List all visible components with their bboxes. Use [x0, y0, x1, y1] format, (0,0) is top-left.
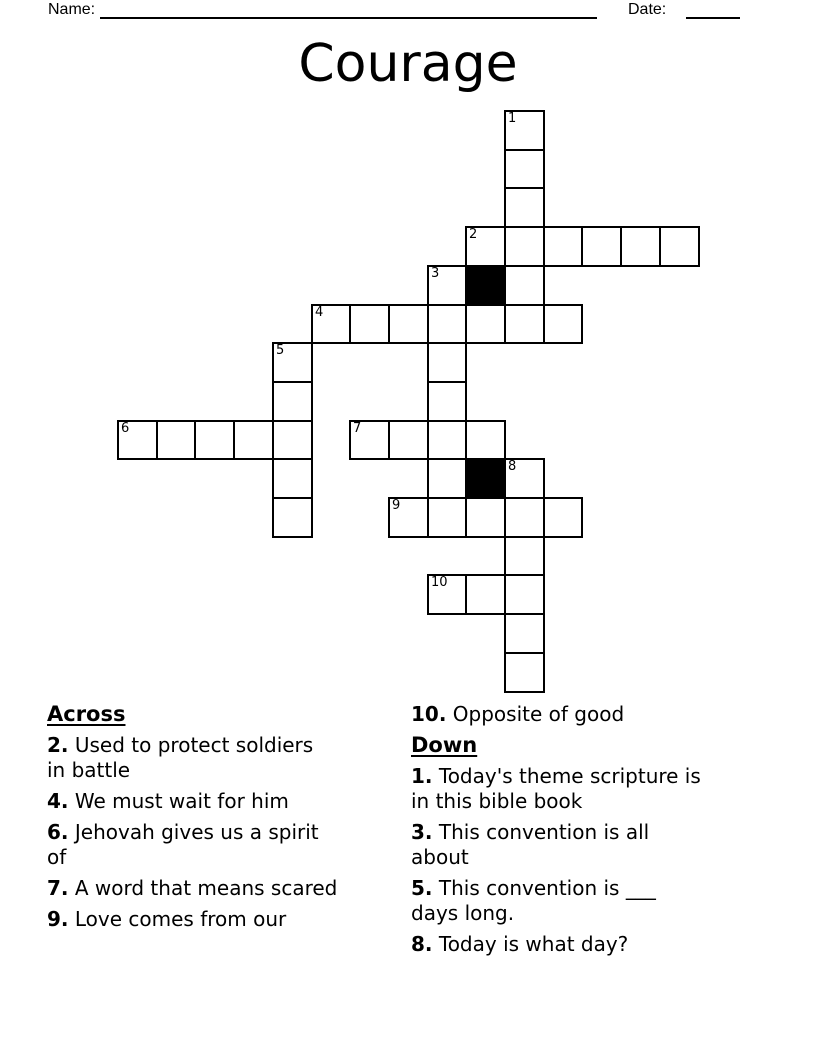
grid-cell[interactable]: [427, 304, 467, 344]
cell-number: 7: [353, 421, 362, 436]
clues-column-1: [47, 702, 402, 938]
grid-cell[interactable]: [504, 110, 545, 151]
grid-cell[interactable]: [194, 420, 235, 460]
clue-number: 3.: [411, 820, 433, 844]
clue-3: 3. This convention is all about: [411, 820, 650, 869]
grid-cell[interactable]: [504, 149, 545, 189]
grid-cell[interactable]: [504, 226, 545, 267]
clue-number: 10.: [411, 702, 447, 726]
grid-cell[interactable]: [272, 458, 313, 499]
grid-cell[interactable]: [465, 497, 506, 538]
grid-cell-black: [465, 265, 506, 306]
grid-cell[interactable]: [233, 420, 274, 460]
grid-cell[interactable]: [272, 342, 313, 383]
cell-number: 6: [121, 421, 130, 436]
clue-number: 2.: [47, 733, 69, 757]
grid-cell[interactable]: [272, 381, 313, 422]
grid-cell[interactable]: [117, 420, 158, 460]
grid-cell[interactable]: [504, 613, 545, 654]
cell-number: 3: [431, 266, 440, 281]
clue-4: 4. We must wait for him: [47, 789, 289, 813]
cell-number: 1: [508, 111, 517, 126]
clue-6: 6. Jehovah gives us a spirit of: [47, 820, 319, 869]
grid-cell[interactable]: [427, 381, 467, 422]
grid-cell[interactable]: [388, 304, 429, 344]
grid-cell[interactable]: [504, 497, 545, 538]
grid-cell[interactable]: [504, 304, 545, 344]
grid-cell[interactable]: [272, 420, 313, 460]
clue-number: 6.: [47, 820, 69, 844]
grid-cell[interactable]: [543, 497, 583, 538]
clue-2: 2. Used to protect soldiers in battle: [47, 733, 314, 782]
grid-cell[interactable]: [427, 265, 467, 306]
grid-cell[interactable]: [659, 226, 700, 267]
grid-cell[interactable]: [427, 497, 467, 538]
cell-number: 5: [276, 343, 285, 358]
grid-cell[interactable]: [620, 226, 661, 267]
clue-number: 4.: [47, 789, 69, 813]
grid-cell[interactable]: [581, 226, 622, 267]
cell-number: 8: [508, 459, 517, 474]
clue-10: 10. Opposite of good: [411, 702, 625, 726]
clue-8: 8. Today is what day?: [411, 932, 629, 956]
clue-7: 7. A word that means scared: [47, 876, 338, 900]
clues-column-2: [411, 702, 791, 963]
grid-cell[interactable]: [427, 574, 467, 615]
clue-9: 9. Love comes from our: [47, 907, 287, 931]
grid-cell[interactable]: [388, 420, 429, 460]
grid-cell[interactable]: [465, 574, 506, 615]
clue-number: 7.: [47, 876, 69, 900]
grid-cell-black: [465, 458, 506, 499]
grid-cell[interactable]: [427, 420, 467, 460]
down-heading: Down: [411, 733, 478, 757]
clue-number: 5.: [411, 876, 433, 900]
grid-cell[interactable]: [311, 304, 351, 344]
name-label: Name:: [48, 1, 96, 18]
clue-1: 1. Today's theme scripture is in this bible book: [411, 764, 701, 813]
grid-cell[interactable]: [465, 420, 506, 460]
cell-number: 4: [315, 305, 324, 320]
grid-cell[interactable]: [504, 652, 545, 693]
grid-cell[interactable]: [272, 497, 313, 538]
clue-number: 1.: [411, 764, 433, 788]
page-title: Courage: [298, 34, 518, 94]
grid-cell[interactable]: [504, 187, 545, 228]
grid-cell[interactable]: [388, 497, 429, 538]
cell-number: 2: [469, 227, 478, 242]
date-label: Date:: [628, 1, 667, 18]
grid-cell[interactable]: [465, 304, 506, 344]
grid-cell[interactable]: [349, 304, 390, 344]
grid-cell[interactable]: [465, 226, 506, 267]
clue-number: 9.: [47, 907, 69, 931]
grid-cell[interactable]: [543, 304, 583, 344]
clue-5: 5. This convention is ___ days long.: [411, 876, 656, 925]
cell-number: 9: [392, 498, 401, 513]
grid-cell[interactable]: [427, 458, 467, 499]
grid-cell[interactable]: [504, 265, 545, 306]
grid-cell[interactable]: [504, 574, 545, 615]
grid-cell[interactable]: [504, 458, 545, 499]
grid-cell[interactable]: [427, 342, 467, 383]
cell-number: 10: [431, 575, 448, 590]
clue-number: 8.: [411, 932, 433, 956]
grid-cell[interactable]: [156, 420, 196, 460]
grid-cell[interactable]: [504, 536, 545, 576]
across-heading: Across: [47, 702, 126, 726]
grid-cell[interactable]: [349, 420, 390, 460]
grid-cell[interactable]: [543, 226, 583, 267]
